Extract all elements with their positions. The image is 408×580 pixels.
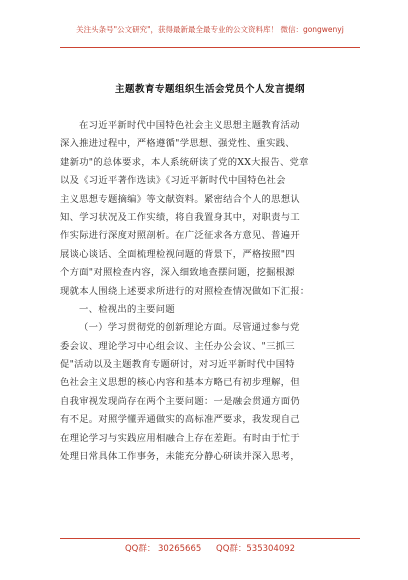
document-body	[60, 117, 354, 466]
header-divider	[60, 47, 360, 48]
footer-qq-group-1: QQ群： 30265665	[124, 544, 202, 554]
body-line: 处理日常具体工作事务，未能充分静心研读并深入思考，	[60, 451, 300, 463]
body-line: 知、学习状况及工作实绩，将自我置身其中，对职责与工	[60, 211, 300, 223]
body-line: 自我审视发现尚存在两个主要问题：一是融会贯通方面仍	[60, 395, 300, 407]
body-line: （一）学习贯彻党的创新理论方面。尽管通过参与党	[79, 322, 300, 334]
body-line: 展谈心谈话、全面梳理检视问题的背景下，严格按照"四	[60, 248, 295, 260]
body-line: 个方面"对照检查内容，深入细致地查摆问题，挖掘根源	[60, 267, 295, 279]
body-line: 主义思想专题摘编》等文献资料。紧密结合个人的思想认	[60, 193, 300, 205]
header-promo-text: 关注头条号"公文研究"，获得最新最全最专业的公文资料库！ 微信：gongwenyj	[76, 25, 344, 34]
body-line: 建新功"的总体要求，本人系统研读了党的XX大报告、党章	[60, 156, 309, 168]
page-title: 主题教育专题组织生活会党员个人发言提纲	[114, 84, 305, 95]
body-line: 委会议、理论学习中心组会议、主任办公会议、"三抓三	[60, 340, 295, 352]
body-line: 现就本人围绕上述要求所进行的对照检查情况做如下汇报：	[60, 285, 310, 297]
footer-divider	[60, 538, 360, 539]
footer-contact	[60, 542, 360, 554]
footer-qq-group-2: QQ群：535304092	[216, 544, 296, 554]
body-line: 作实际进行深度对照剖析。在广泛征求各方意见、普遍开	[60, 230, 300, 242]
body-line: 在理论学习与实践应用相融合上存在差距。有时由于忙于	[60, 432, 300, 444]
body-line: 促"活动以及主题教育专题研讨，对习近平新时代中国特	[60, 359, 295, 371]
body-line: 色社会主义思想的核心内容和基本方略已有初步理解，但	[60, 377, 300, 389]
section-heading: 一、检视出的主要问题	[79, 303, 175, 315]
body-line: 有不足。对照学懂弄通做实的高标准严要求，我发现自己	[60, 414, 300, 426]
body-line: 深入推进过程中，严格遵循"学思想、强党性、重实践、	[60, 138, 295, 150]
body-line: 以及《习近平著作选读》《习近平新时代中国特色社会	[60, 175, 286, 187]
body-line: 在习近平新时代中国特色社会主义思想主题教育活动	[79, 120, 300, 131]
